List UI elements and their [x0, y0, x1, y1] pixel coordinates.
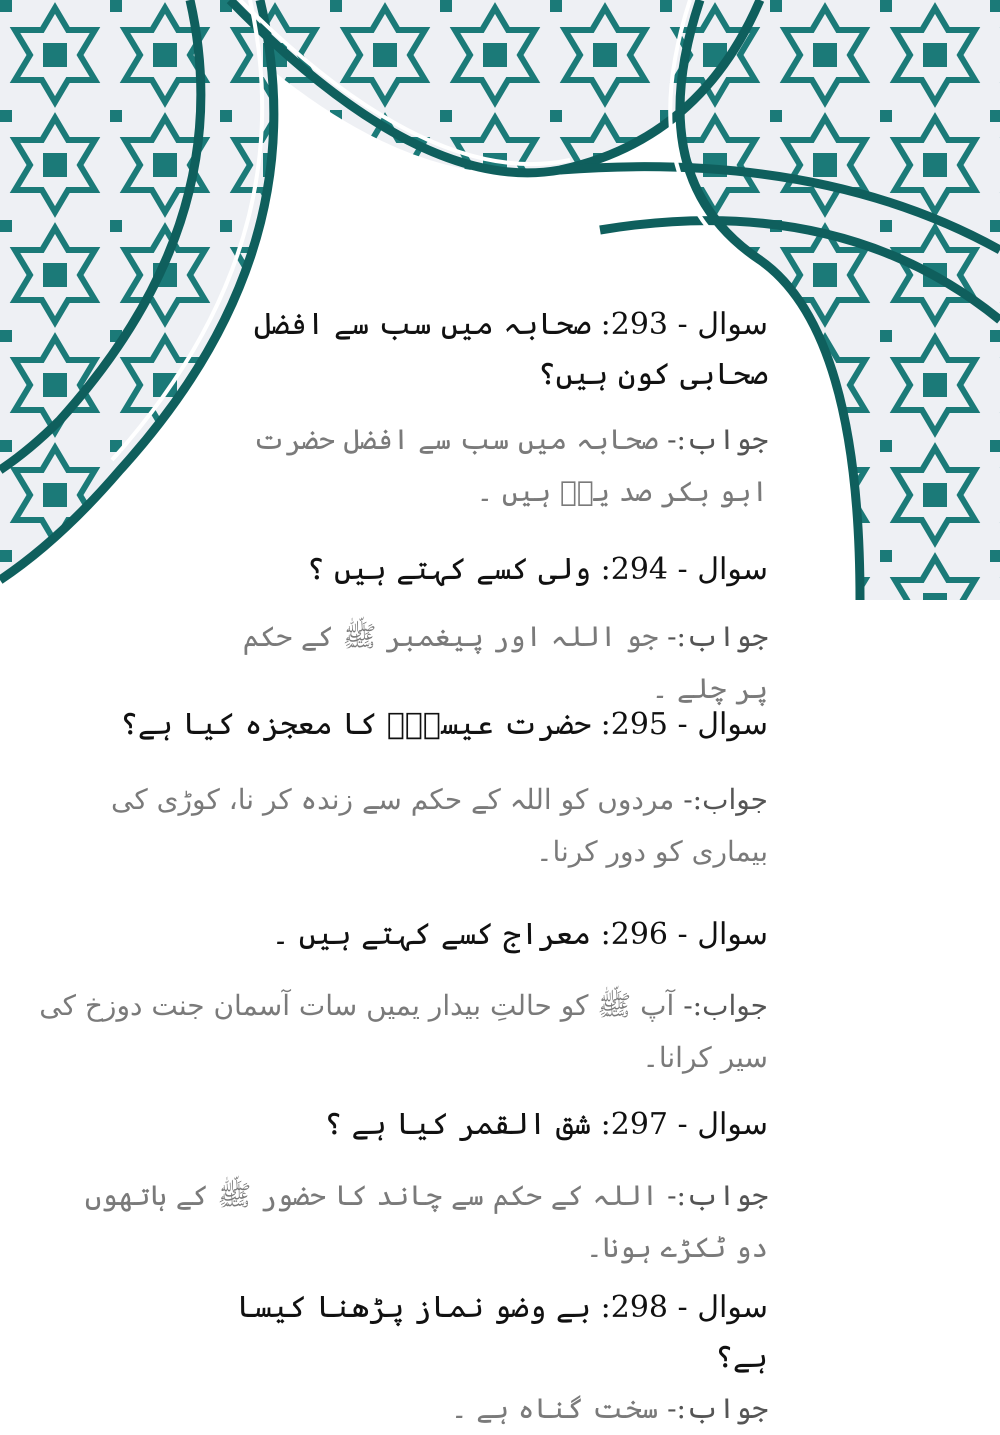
answer-298: [208, 1383, 768, 1435]
question-text: بے وضو نماز پڑھنا کیسا ہے؟: [236, 1290, 768, 1375]
answer-label: جواب:-: [667, 1392, 768, 1425]
question-295: [88, 700, 768, 750]
answer-label: جواب:-: [667, 1179, 768, 1212]
question-294: [208, 545, 768, 595]
answer-text: مردوں کو اللہ کے حکم سے زندہ کر نا، کوڑی کی بیماری کو دور کرنا۔: [111, 783, 768, 868]
question-text: حضرت عیسیٰؑ کا معجزہ کیا ہے؟: [120, 707, 592, 742]
question-297: [48, 1100, 768, 1150]
qa-item-297: [48, 1100, 768, 1274]
qa-item-294: [208, 545, 768, 715]
question-text: معراج کسے کہتے ہیں ۔: [271, 917, 592, 952]
question-label: سوال - 297:: [600, 1107, 768, 1142]
question-text: شق القمر کیا ہے ؟: [324, 1107, 592, 1142]
answer-297: [48, 1170, 768, 1274]
question-293: [208, 300, 768, 400]
answer-text: جو اللہ اور پیغمبر ﷺ کے حکم پر چلے ۔: [242, 620, 768, 705]
question-label: سوال - 293:: [600, 307, 768, 342]
answer-text: اللہ کے حکم سے چاند کا حضور ﷺ کے ہاتھوں دو ٹکڑے ہونا۔: [84, 1179, 768, 1264]
answer-label: جواب:-: [667, 620, 768, 653]
answer-label: جواب:-: [667, 423, 768, 456]
qa-item-295: [88, 700, 768, 878]
question-298: [208, 1283, 768, 1383]
question-label: سوال - 298:: [600, 1290, 768, 1325]
question-296: [28, 910, 768, 960]
answer-label: جواب:-: [683, 783, 768, 816]
question-text: صحابہ میں سب سے افضل صحابی کون ہیں؟: [254, 307, 768, 392]
answer-293: [228, 414, 768, 518]
answer-295: [88, 774, 768, 878]
question-label: سوال - 294:: [600, 552, 768, 587]
qa-item-296: [28, 910, 768, 1084]
qa-item-293: [208, 300, 768, 518]
question-label: سوال - 295:: [600, 707, 768, 742]
question-text: ولی کسے کہتے ہیں ؟: [306, 552, 592, 587]
question-label: سوال - 296:: [600, 917, 768, 952]
answer-text: آپ ﷺ کو حالتِ بیدار یمیں سات آسمان جنت دوزخ کی سیر کرانا۔: [39, 989, 768, 1074]
qa-item-298: [208, 1283, 768, 1435]
answer-label: جواب:-: [683, 989, 768, 1022]
answer-text: سخت گناہ ہے ۔: [450, 1392, 659, 1425]
answer-296: [28, 980, 768, 1084]
answer-text: صحابہ میں سب سے افضل حضرت ابو بکر صد یقؓ ہیں ۔: [252, 423, 768, 508]
